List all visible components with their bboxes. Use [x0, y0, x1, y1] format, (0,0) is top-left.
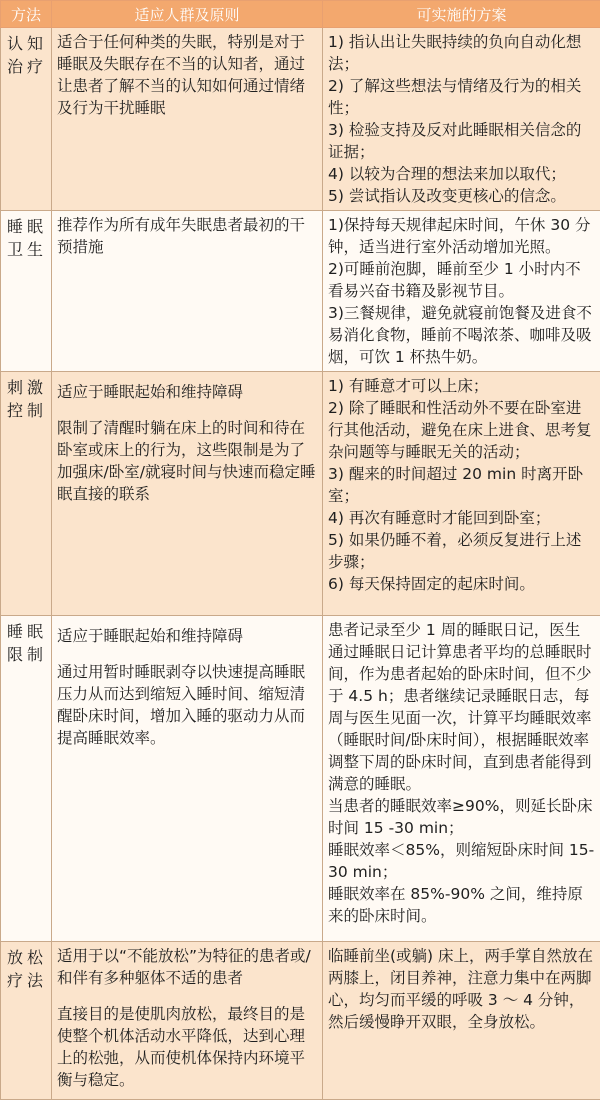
plan-item: 2) 了解这些想法与情绪及行为的相关性；: [328, 75, 595, 119]
audience-cell: [52, 28, 323, 211]
header-method: 方法: [1, 1, 52, 28]
plan-item: 5) 尝试指认及改变更核心的信念。: [328, 185, 595, 207]
plan-item: 患者记录至少 1 周的睡眠日记，医生通过睡眠日记计算患者平均的总睡眠时间，作为患者起始的卧床时间，但不少于 4.5 h；患者继续记录睡眠日志，每周与医生见面一次，计算平均睡眠效率（睡眠时间/卧床时间），根据睡眠效率调整下周的卧床时间，直到患者能得到满意的睡眠。: [328, 619, 595, 795]
audience-cell: [52, 616, 323, 942]
header-row: [1, 1, 600, 28]
header-audience: 适应人群及原则: [52, 1, 323, 28]
method-cell: 刺激 控制: [1, 372, 52, 616]
plan-item: 睡眠效率＜85%，则缩短卧床时间 15-30 min；: [328, 839, 595, 883]
audience-cell: [52, 211, 323, 372]
plan-item: 3) 醒来的时间超过 20 min 时离开卧室；: [328, 463, 595, 507]
plan-item: 睡眠效率在 85%-90% 之间，维持原来的卧床时间。: [328, 883, 595, 927]
audience-text: 适用于以“不能放松”为特征的患者或/和伴有多种躯体不适的患者: [57, 945, 317, 989]
plan-item: 3) 检验支持及反对此睡眠相关信念的证据；: [328, 119, 595, 163]
method-cell: 认知 治疗: [1, 28, 52, 211]
table-row: [1, 616, 600, 942]
plan-item: 临睡前坐(或躺) 床上，两手掌自然放在两膝上，闭目养神，注意力集中在两脚心，均匀而平缓的呼吸 3 ～ 4 分钟，然后缓慢睁开双眼，全身放松。: [328, 945, 595, 1033]
plan-item: 3)三餐规律，避免就寝前饱餐及进食不易消化食物，睡前不喝浓茶、咖啡及吸烟，可饮 1 杯热牛奶。: [328, 302, 595, 368]
audience-text: 直接目的是使肌肉放松，最终目的是使整个机体活动水平降低，达到心理上的松弛，从而使机体保持内环境平衡与稳定。: [57, 1003, 317, 1091]
plan-item: 1)保持每天规律起床时间，午休 30 分钟，适当进行室外活动增加光照。: [328, 214, 595, 258]
plan-item: 4) 以较为合理的想法来加以取代；: [328, 163, 595, 185]
table-row: [1, 211, 600, 372]
audience-text: 适应于睡眠起始和维持障碍: [57, 381, 317, 403]
method-cell: 睡眠 卫生: [1, 211, 52, 372]
method-cell: 睡眠 限制: [1, 616, 52, 942]
plan-cell: [323, 28, 600, 211]
table-row: [1, 28, 600, 211]
plan-item: 1) 指认出让失眠持续的负向自动化想法；: [328, 31, 595, 75]
plan-item: 当患者的睡眠效率≥90%，则延长卧床时间 15 -30 min；: [328, 795, 595, 839]
plan-cell: [323, 211, 600, 372]
plan-item: 5) 如果仍睡不着，必须反复进行上述步骤；: [328, 529, 595, 573]
audience-text: 适合于任何种类的失眠，特别是对于睡眠及失眠存在不当的认知者，通过让患者了解不当的认知如何通过情绪及行为干扰睡眠: [57, 31, 317, 119]
audience-text: 适应于睡眠起始和维持障碍: [57, 625, 317, 647]
audience-cell: [52, 942, 323, 1100]
audience-cell: [52, 372, 323, 616]
plan-item: 1) 有睡意才可以上床；: [328, 375, 595, 397]
header-plan: 可实施的方案: [323, 1, 600, 28]
plan-cell: [323, 616, 600, 942]
audience-text: 推荐作为所有成年失眠患者最初的干预措施: [57, 214, 317, 258]
table-row: [1, 372, 600, 616]
audience-text: 限制了清醒时躺在床上的时间和待在卧室或床上的行为，这些限制是为了加强床/卧室/就寝时间与快速而稳定睡眠直接的联系: [57, 417, 317, 505]
audience-text: 通过用暂时睡眠剥夺以快速提高睡眠压力从而达到缩短入睡时间、缩短清醒卧床时间，增加入睡的驱动力从而提高睡眠效率。: [57, 661, 317, 749]
plan-item: 4) 再次有睡意时才能回到卧室；: [328, 507, 595, 529]
table-row: [1, 942, 600, 1100]
plan-item: 2)可睡前泡脚，睡前至少 1 小时内不看易兴奋书籍及影视节目。: [328, 258, 595, 302]
plan-cell: [323, 942, 600, 1100]
plan-item: 6) 每天保持固定的起床时间。: [328, 573, 595, 595]
method-cell: 放松 疗法: [1, 942, 52, 1100]
plan-item: 2) 除了睡眠和性活动外不要在卧室进行其他活动，避免在床上进食、思考复杂问题等与睡眠无关的活动；: [328, 397, 595, 463]
plan-cell: [323, 372, 600, 616]
